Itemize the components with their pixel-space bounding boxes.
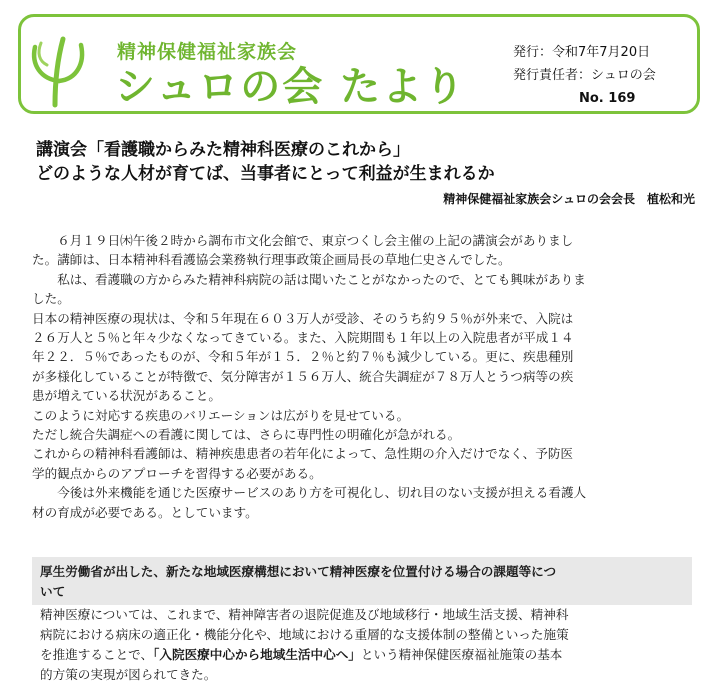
body-line: 年２２．５％であったものが、令和５年が１５．２％と約７％も減少している。更に、疾患種別 (32, 349, 574, 365)
body-line: が多様化していることが特徴で、気分障害が１５６万人、統合失調症が７８万人とうつ病等の疾 (32, 368, 574, 384)
publication-info (513, 41, 656, 110)
publisher: 発行責任者：シュロの会 (513, 68, 656, 83)
issue-number: No. 169 (579, 91, 636, 106)
body-line: ２６万人と５％と年々少なくなってきている。また、入院期間も１年以上の入院患者が平成１４ (32, 330, 574, 346)
body-line: 材の育成が必要である。としています。 (32, 504, 258, 520)
section-heading (40, 562, 690, 601)
body-line: ６月１９日㈭午後２時から調布市文化会館で、東京つくし会主催の上記の講演会がありまし (32, 233, 574, 248)
body-line: ただし統合失調症への看護に関しては、さらに専門性の明確化が急がれる。 (32, 427, 461, 443)
section-line: 精神医療については、これまで、精神障害者の退院促進及び地域移行・地域生活支援、精神科 (40, 607, 569, 622)
body-line: これからの精神科看護師は、精神疾患患者の若年化によって、急性期の介入だけでなく、予防医 (32, 446, 574, 462)
article-headline (36, 138, 495, 186)
section-line-text: という精神保健医療福祉施策の基本 (360, 647, 563, 662)
body-line: 私は、看護職の方からみた精神科病院の話は聞いたことがなかったので、とても興味がありま (32, 271, 586, 287)
section-heading-line-1: 厚生労働省が出した、新たな地域医療構想において精神医療を位置付ける場合の課題等につ (40, 564, 557, 579)
palm-leaf-icon (25, 21, 113, 111)
body-line: このように対応する疾患のバリエーションは広がりを見せている。 (32, 407, 410, 423)
body-line: 患が増えている状況があること。 (32, 388, 221, 404)
headline-line-2: どのような人材が育てば、当事者にとって利益が生まれるか (36, 164, 495, 184)
body-line: 今後は外来機能を通じた医療サービスのあり方を可視化し、切れ目のない支援が担える看護人 (32, 485, 587, 501)
publish-date: 発行：令和7年7月20日 (513, 45, 651, 60)
body-line: 学的観点からのアプローチを習得する必要がある。 (32, 465, 322, 481)
section-body (40, 605, 700, 685)
masthead (18, 14, 700, 114)
section-line-text: を推進することで、 (40, 647, 154, 662)
section-line: 病院における病床の適正化・機能分化や、地域における重層的な支援体制の整備といった施策 (40, 627, 569, 642)
section-heading-line-2: いて (40, 583, 66, 599)
section-line: 的方策の実現が図られてきた。 (40, 667, 217, 682)
body-line: 日本の精神医療の現状は、令和５年現在６０３万人が受診、そのうち約９５％が外来で、入院は (32, 310, 574, 326)
org-name: 精神保健福祉家族会 (117, 41, 298, 63)
body-line: た。講師は、日本精神科看護協会業務執行理事政策企画局長の草地仁史さんでした。 (32, 252, 511, 268)
body-line: した。 (32, 291, 70, 307)
newsletter-title: シュロの会 たより (115, 64, 467, 110)
emphasis-phrase: 「入院医療中心から地域生活中心へ」 (153, 647, 361, 662)
article-body (32, 231, 692, 522)
headline-line-1: 講演会「看護職からみた精神科医療のこれから」 (36, 140, 410, 160)
article-author: 精神保健福祉家族会シュロの会会長 植松和光 (443, 192, 695, 206)
section-line (40, 645, 700, 665)
